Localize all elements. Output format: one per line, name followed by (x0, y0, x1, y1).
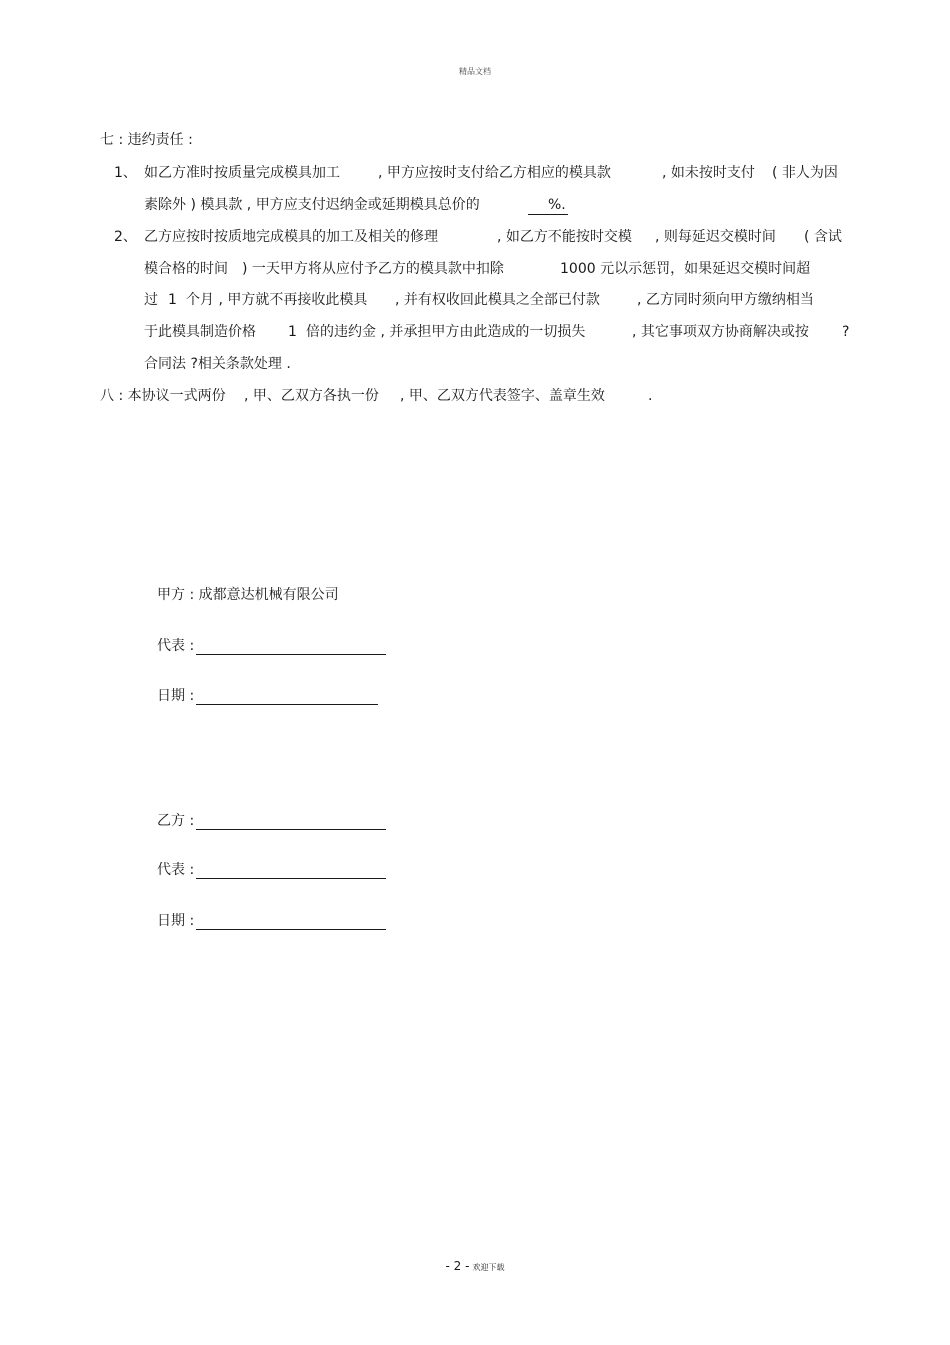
item-2-line3-a: 过 (144, 292, 158, 308)
party-b-date (157, 912, 386, 930)
item-1-text-line2: 素除外 ) 模具款 , 甲方应支付迟纳金或延期模具总价的 (144, 197, 480, 213)
party-b-name (157, 812, 386, 830)
item-2-line4-b: 1 (288, 324, 297, 340)
item-1-text-a: 如乙方准时按质量完成模具加工 (144, 165, 340, 181)
item-2-text-c: , 则每延迟交模时间 (655, 229, 776, 245)
party-a-date-label: 日期 : (157, 688, 195, 704)
party-a-representative-field[interactable] (196, 638, 386, 655)
party-a-date (157, 687, 378, 705)
page-number: - 2 - (445, 1259, 470, 1273)
item-1-text-d: ( 非人为因 (772, 165, 838, 181)
section-8-d: . (648, 388, 653, 404)
item-2-line2-c: 1000 元以示惩罚，如果延迟交模时间超 (560, 261, 811, 277)
party-a-date-field[interactable] (196, 688, 378, 705)
party-b-representative-field[interactable] (196, 862, 386, 879)
item-2-text-a: 乙方应按时按质地完成模具的加工及相关的修理 (144, 229, 438, 245)
section-7-title: 七 : 违约责任 : (100, 132, 193, 148)
item-2-line4-c: 倍的违约金 , 并承担甲方由此造成的一切损失 (306, 324, 586, 340)
party-b-date-field[interactable] (196, 913, 386, 930)
item-2-line5: 合同法 ?相关条款处理 . (144, 356, 291, 372)
item-2-line4-e: ? (842, 324, 850, 340)
late-fee-percent (528, 196, 568, 215)
party-b-representative-label: 代表 : (157, 862, 195, 878)
party-b-name-label: 乙方 : (157, 813, 195, 829)
item-1-text-b: , 甲方应按时支付给乙方相应的模具款 (378, 165, 611, 181)
footer-note: 欢迎下载 (472, 1263, 505, 1272)
item-2-line3-b: 1 (168, 292, 177, 308)
party-a-representative (157, 637, 386, 655)
party-b-date-label: 日期 : (157, 913, 195, 929)
item-2-line3-e: , 乙方同时须向甲方缴纳相当 (637, 292, 814, 308)
item-2-number: 2、 (114, 229, 137, 245)
party-b-name-field[interactable] (196, 813, 386, 830)
item-2-text-d: ( 含试 (804, 229, 842, 245)
party-a-name: 甲方 : 成都意达机械有限公司 (157, 587, 339, 603)
party-b-representative (157, 861, 386, 879)
page-footer (0, 1259, 950, 1273)
party-a-representative-label: 代表 : (157, 638, 195, 654)
page-header: 精品文档 (459, 67, 491, 76)
late-fee-percent-value: %. (528, 196, 568, 215)
section-8-a: 八 : 本协议一式两份 (100, 388, 226, 404)
item-2-line3-d: , 并有权收回此模具之全部已付款 (395, 292, 600, 308)
item-1-text-c: , 如未按时支付 (662, 165, 755, 181)
item-2-line2-a: 模合格的时间 (144, 261, 228, 277)
item-2-line4-a: 于此模具制造价格 (144, 324, 256, 340)
section-8-c: , 甲、乙双方代表签字、盖章生效 (400, 388, 605, 404)
item-2-text-b: , 如乙方不能按时交模 (497, 229, 632, 245)
item-2-line2-b: ) 一天甲方将从应付予乙方的模具款中扣除 (242, 261, 504, 277)
item-1-number: 1、 (114, 165, 137, 181)
item-2-line4-d: , 其它事项双方协商解决或按 (632, 324, 809, 340)
item-2-line3-c: 个月 , 甲方就不再接收此模具 (186, 292, 368, 308)
section-8-b: , 甲、乙双方各执一份 (244, 388, 379, 404)
